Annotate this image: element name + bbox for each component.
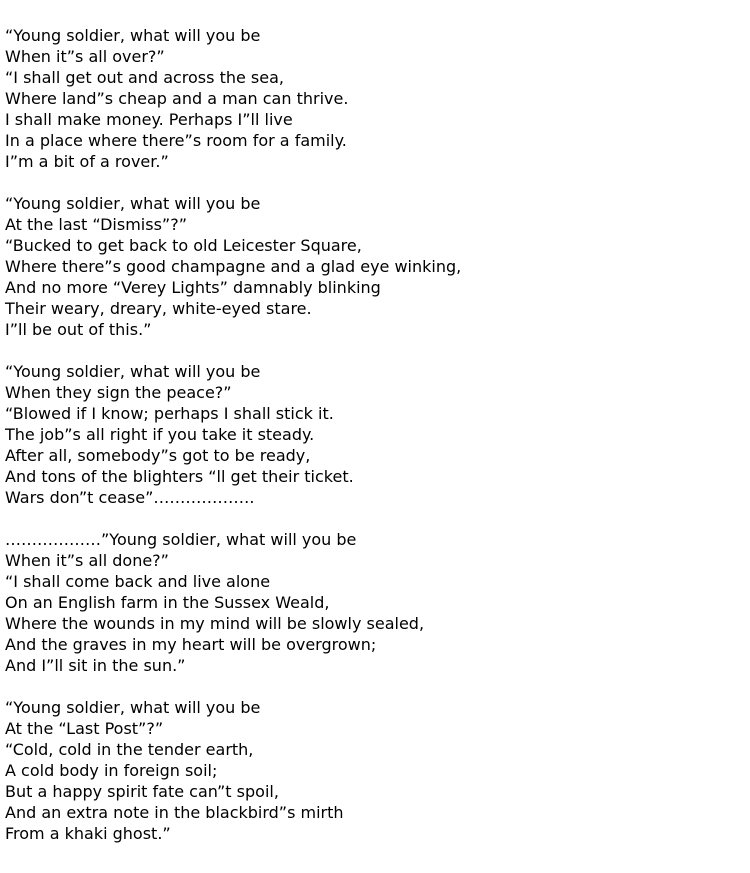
stanza-2	[5, 193, 745, 340]
poem-line: “Young soldier, what will you be	[5, 362, 261, 381]
poem-line: The job”s all right if you take it steady.	[5, 425, 315, 444]
poem-line: After all, somebody”s got to be ready,	[5, 446, 311, 465]
stanza-4	[5, 529, 745, 676]
poem-line: And no more “Verey Lights” damnably blinking	[5, 278, 381, 297]
poem-line: A cold body in foreign soil;	[5, 761, 218, 780]
poem-line: Where there”s good champagne and a glad eye winking,	[5, 257, 462, 276]
poem-line: And the graves in my heart will be overgrown;	[5, 635, 377, 654]
poem-line: And tons of the blighters “ll get their ticket.	[5, 467, 354, 486]
poem-line: But a happy spirit fate can”t spoil,	[5, 782, 279, 801]
poem-line: When it”s all over?”	[5, 47, 165, 66]
poem-line: Where land”s cheap and a man can thrive.	[5, 89, 349, 108]
poem-line: I”ll be out of this.”	[5, 320, 152, 339]
poem-line: Wars don”t cease”……………….	[5, 488, 255, 507]
poem-line: “Bucked to get back to old Leicester Square,	[5, 236, 362, 255]
poem-line: “I shall come back and live alone	[5, 572, 271, 591]
poem-line: And an extra note in the blackbird”s mirth	[5, 803, 344, 822]
poem-line: From a khaki ghost.”	[5, 824, 171, 843]
poem-line: Where the wounds in my mind will be slowly sealed,	[5, 614, 425, 633]
poem-line: At the last “Dismiss”?”	[5, 215, 187, 234]
stanza-1	[5, 25, 745, 172]
poem-line: “Young soldier, what will you be	[5, 194, 261, 213]
stanza-5	[5, 697, 745, 844]
poem-line: At the “Last Post”?”	[5, 719, 164, 738]
poem-line: When they sign the peace?”	[5, 383, 232, 402]
poem-line: When it”s all done?”	[5, 551, 169, 570]
poem-line: I shall make money. Perhaps I”ll live	[5, 110, 293, 129]
poem-line: On an English farm in the Sussex Weald,	[5, 593, 330, 612]
poem-text	[5, 25, 745, 844]
poem-line: Their weary, dreary, white-eyed stare.	[5, 299, 312, 318]
poem-line: ………………”Young soldier, what will you be	[5, 530, 357, 549]
stanza-3	[5, 361, 745, 508]
poem-line: And I”ll sit in the sun.”	[5, 656, 186, 675]
poem-line: “I shall get out and across the sea,	[5, 68, 284, 87]
poem-line: In a place where there”s room for a family.	[5, 131, 347, 150]
poem-line: “Cold, cold in the tender earth,	[5, 740, 254, 759]
poem-line: “Young soldier, what will you be	[5, 698, 261, 717]
poem-line: I”m a bit of a rover.”	[5, 152, 169, 171]
poem-line: “Blowed if I know; perhaps I shall stick it.	[5, 404, 334, 423]
poem-line: “Young soldier, what will you be	[5, 26, 261, 45]
